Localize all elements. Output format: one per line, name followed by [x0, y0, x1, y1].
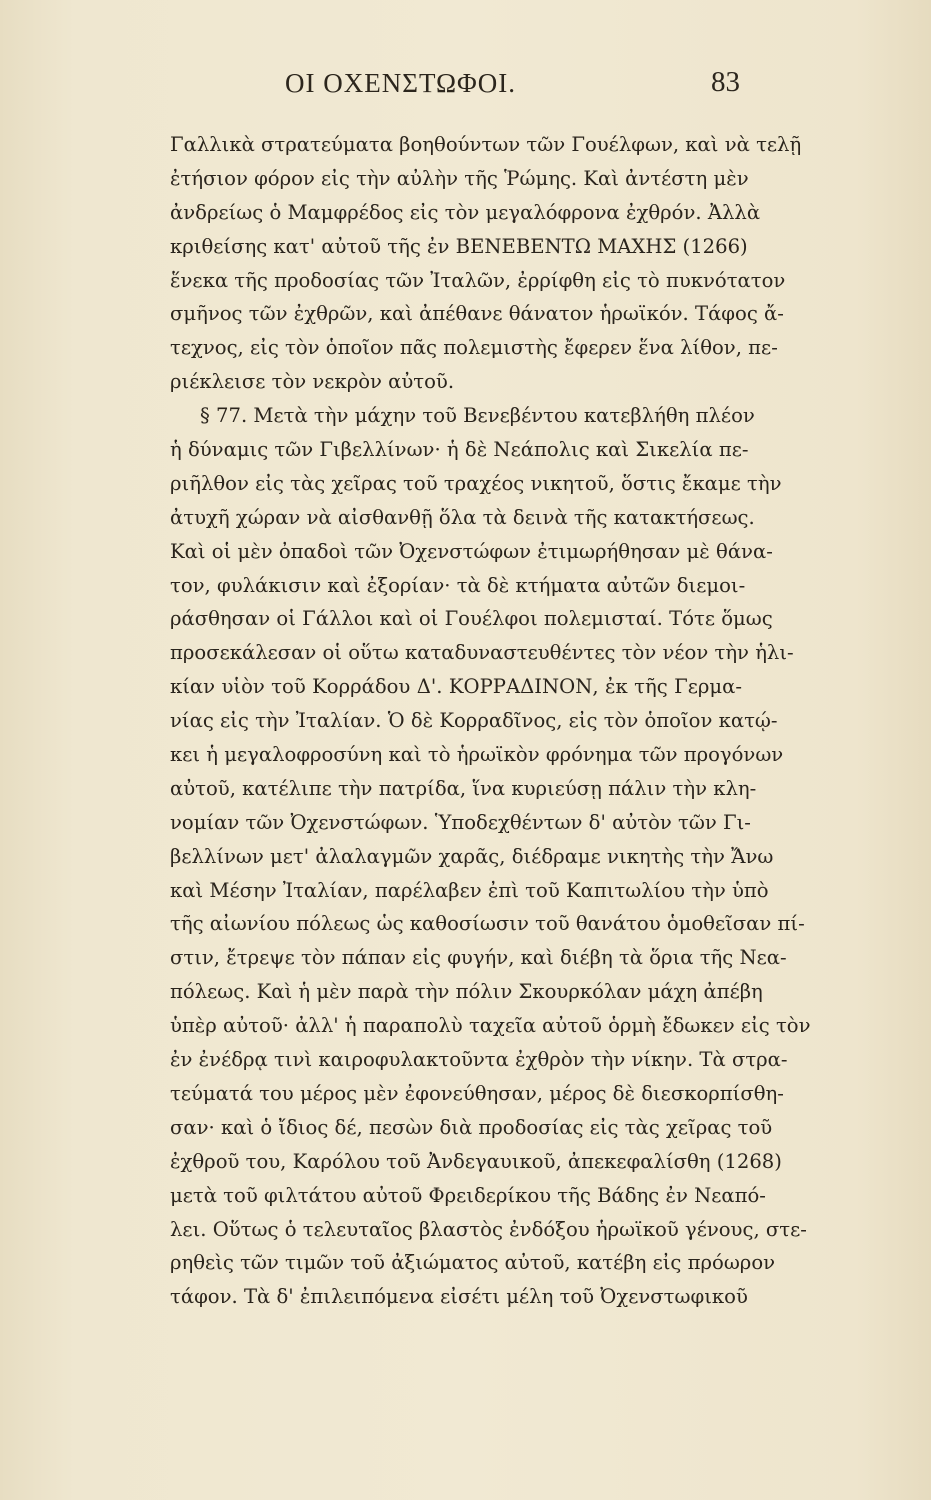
text-line: λει. Οὕτως ὁ τελευταῖος βλαστὸς ἐνδόξου ἡρωϊκοῦ γένους, στε- — [170, 1217, 807, 1241]
text-line: προσεκάλεσαν οἱ οὕτω καταδυναστευθέντες τὸν νέον τὴν ἡλι- — [170, 641, 794, 665]
text-line: ρηθεὶς τῶν τιμῶν τοῦ ἀξιώματος αὐτοῦ, κατέβη εἰς πρόωρον — [170, 1251, 776, 1275]
page-number: 83 — [711, 66, 740, 98]
text-line: ράσθησαν οἱ Γάλλοι καὶ οἱ Γουέλφοι πολεμισταί. Τότε ὅμως — [170, 607, 773, 631]
text-line: ριῆλθον εἰς τὰς χεῖρας τοῦ τραχέος νικητοῦ, ὅστις ἔκαμε τὴν — [170, 471, 782, 495]
text-line: σαν· καὶ ὁ ἴδιος δέ, πεσὼν διὰ προδοσίας εἰς τὰς χεῖρας τοῦ — [170, 1115, 773, 1139]
page-header — [180, 68, 740, 108]
text-line: τάφον. Τὰ δ' ἐπιλειπόμενα εἰσέτι μέλη τοῦ Ὀχενστωφικοῦ — [170, 1285, 748, 1309]
text-line: Γαλλικὰ στρατεύματα βοηθούντων τῶν Γουέλφων, καὶ νὰ τελῇ — [170, 133, 802, 156]
text-line: ἡ δύναμις τῶν Γιβελλίνων· ἡ δὲ Νεάπολις καὶ Σικελία πε- — [170, 438, 749, 462]
text-line: ἐτήσιον φόρον εἰς τὴν αὐλὴν τῆς Ῥώμης. Καὶ ἀντέστη μὲν — [170, 166, 749, 190]
text-line: πόλεως. Καὶ ἡ μὲν παρὰ τὴν πόλιν Σκουρκόλαν μάχη ἀπέβη — [170, 980, 763, 1004]
text-line: τεχνος, εἰς τὸν ὁποῖον πᾶς πολεμιστὴς ἔφερεν ἕνα λίθον, πε- — [170, 336, 778, 360]
text-line: κει ἡ μεγαλοφροσύνη καὶ τὸ ἡρωϊκὸν φρόνημα τῶν προγόνων — [170, 743, 784, 767]
text-line: ἕνεκα τῆς προδοσίας τῶν Ἰταλῶν, ἐρρίφθη εἰς τὸ πυκνότατον — [170, 268, 786, 292]
text-line: μετὰ τοῦ φιλτάτου αὐτοῦ Φρειδερίκου τῆς Βάδης ἐν Νεαπό- — [170, 1183, 766, 1207]
text-line: στιν, ἔτρεψε τὸν πάπαν εἰς φυγήν, καὶ διέβη τὰ ὅρια τῆς Νεα- — [170, 946, 787, 970]
text-line: αὐτοῦ, κατέλιπε τὴν πατρίδα, ἵνα κυριεύσῃ πάλιν τὴν κλη- — [170, 776, 757, 800]
text-line: ἀνδρείως ὁ Μαμφρέδος εἰς τὸν μεγαλόφρονα ἐχθρόν. Ἀλλὰ — [170, 200, 761, 224]
running-head: ΟΙ ΟΧΕΝΣΤΩΦΟΙ. — [285, 68, 516, 98]
text-line: ἐχθροῦ του, Καρόλου τοῦ Ἀνδεγαυικοῦ, ἀπεκεφαλίσθη (1268) — [170, 1149, 782, 1173]
text-line: νομίαν τῶν Ὀχενστώφων. Ὑποδεχθέντων δ' αὐτὸν τῶν Γι- — [170, 810, 751, 834]
text-line: νίας εἰς τὴν Ἰταλίαν. Ὁ δὲ Κορραδῖνος, εἰς τὸν ὁποῖον κατῴ- — [170, 709, 778, 733]
text-line: τῆς αἰωνίου πόλεως ὡς καθοσίωσιν τοῦ θανάτου ὁμοθεῖσαν πί- — [170, 912, 805, 936]
text-line: τεύματά του μέρος μὲν ἐφονεύθησαν, μέρος δὲ διεσκορπίσθη- — [170, 1081, 784, 1105]
text-line: Καὶ οἱ μὲν ὀπαδοὶ τῶν Ὀχενστώφων ἐτιμωρήθησαν μὲ θάνα- — [170, 539, 773, 563]
text-line: κριθείσης κατ' αὐτοῦ τῆς ἐν ΒΕΝΕΒΕΝΤΩ ΜΑΧΗΣ (1266) — [170, 234, 748, 258]
text-line: τον, φυλάκισιν καὶ ἐξορίαν· τὰ δὲ κτήματα αὐτῶν διεμοι- — [170, 573, 746, 597]
text-line: βελλίνων μετ' ἀλαλαγμῶν χαρᾶς, διέδραμε νικητὴς τὴν Ἄνω — [170, 844, 774, 868]
text-line: ἐν ἐνέδρᾳ τινὶ καιροφυλακτοῦντα ἐχθρὸν τὴν νίκην. Τὰ στρα- — [170, 1048, 788, 1072]
text-line: ριέκλεισε τὸν νεκρὸν αὐτοῦ. — [170, 370, 455, 394]
text-line: καὶ Μέσην Ἰταλίαν, παρέλαβεν ἐπὶ τοῦ Καπιτωλίου τὴν ὑπὸ — [170, 878, 769, 902]
text-line: ἀτυχῆ χώραν νὰ αἰσθανθῇ ὅλα τὰ δεινὰ τῆς κατακτήσεως. — [170, 505, 755, 529]
text-line: κίαν υἱὸν τοῦ Κορράδου Δ'. ΚΟΡΡΑΔΙΝΟΝ, ἐκ τῆς Γερμα- — [170, 675, 742, 699]
text-line: σμῆνος τῶν ἐχθρῶν, καὶ ἀπέθανε θάνατον ἡρωϊκόν. Τάφος ἄ- — [170, 302, 784, 326]
section-heading-line: § 77. Μετὰ τὴν μάχην τοῦ Βενεβέντου κατεβλήθη πλέον — [200, 404, 755, 428]
text-line: ὑπὲρ αὐτοῦ· ἀλλ' ἡ παραπολὺ ταχεῖα αὐτοῦ ὁρμὴ ἔδωκεν εἰς τὸν — [170, 1014, 811, 1038]
body-text — [170, 128, 811, 1314]
